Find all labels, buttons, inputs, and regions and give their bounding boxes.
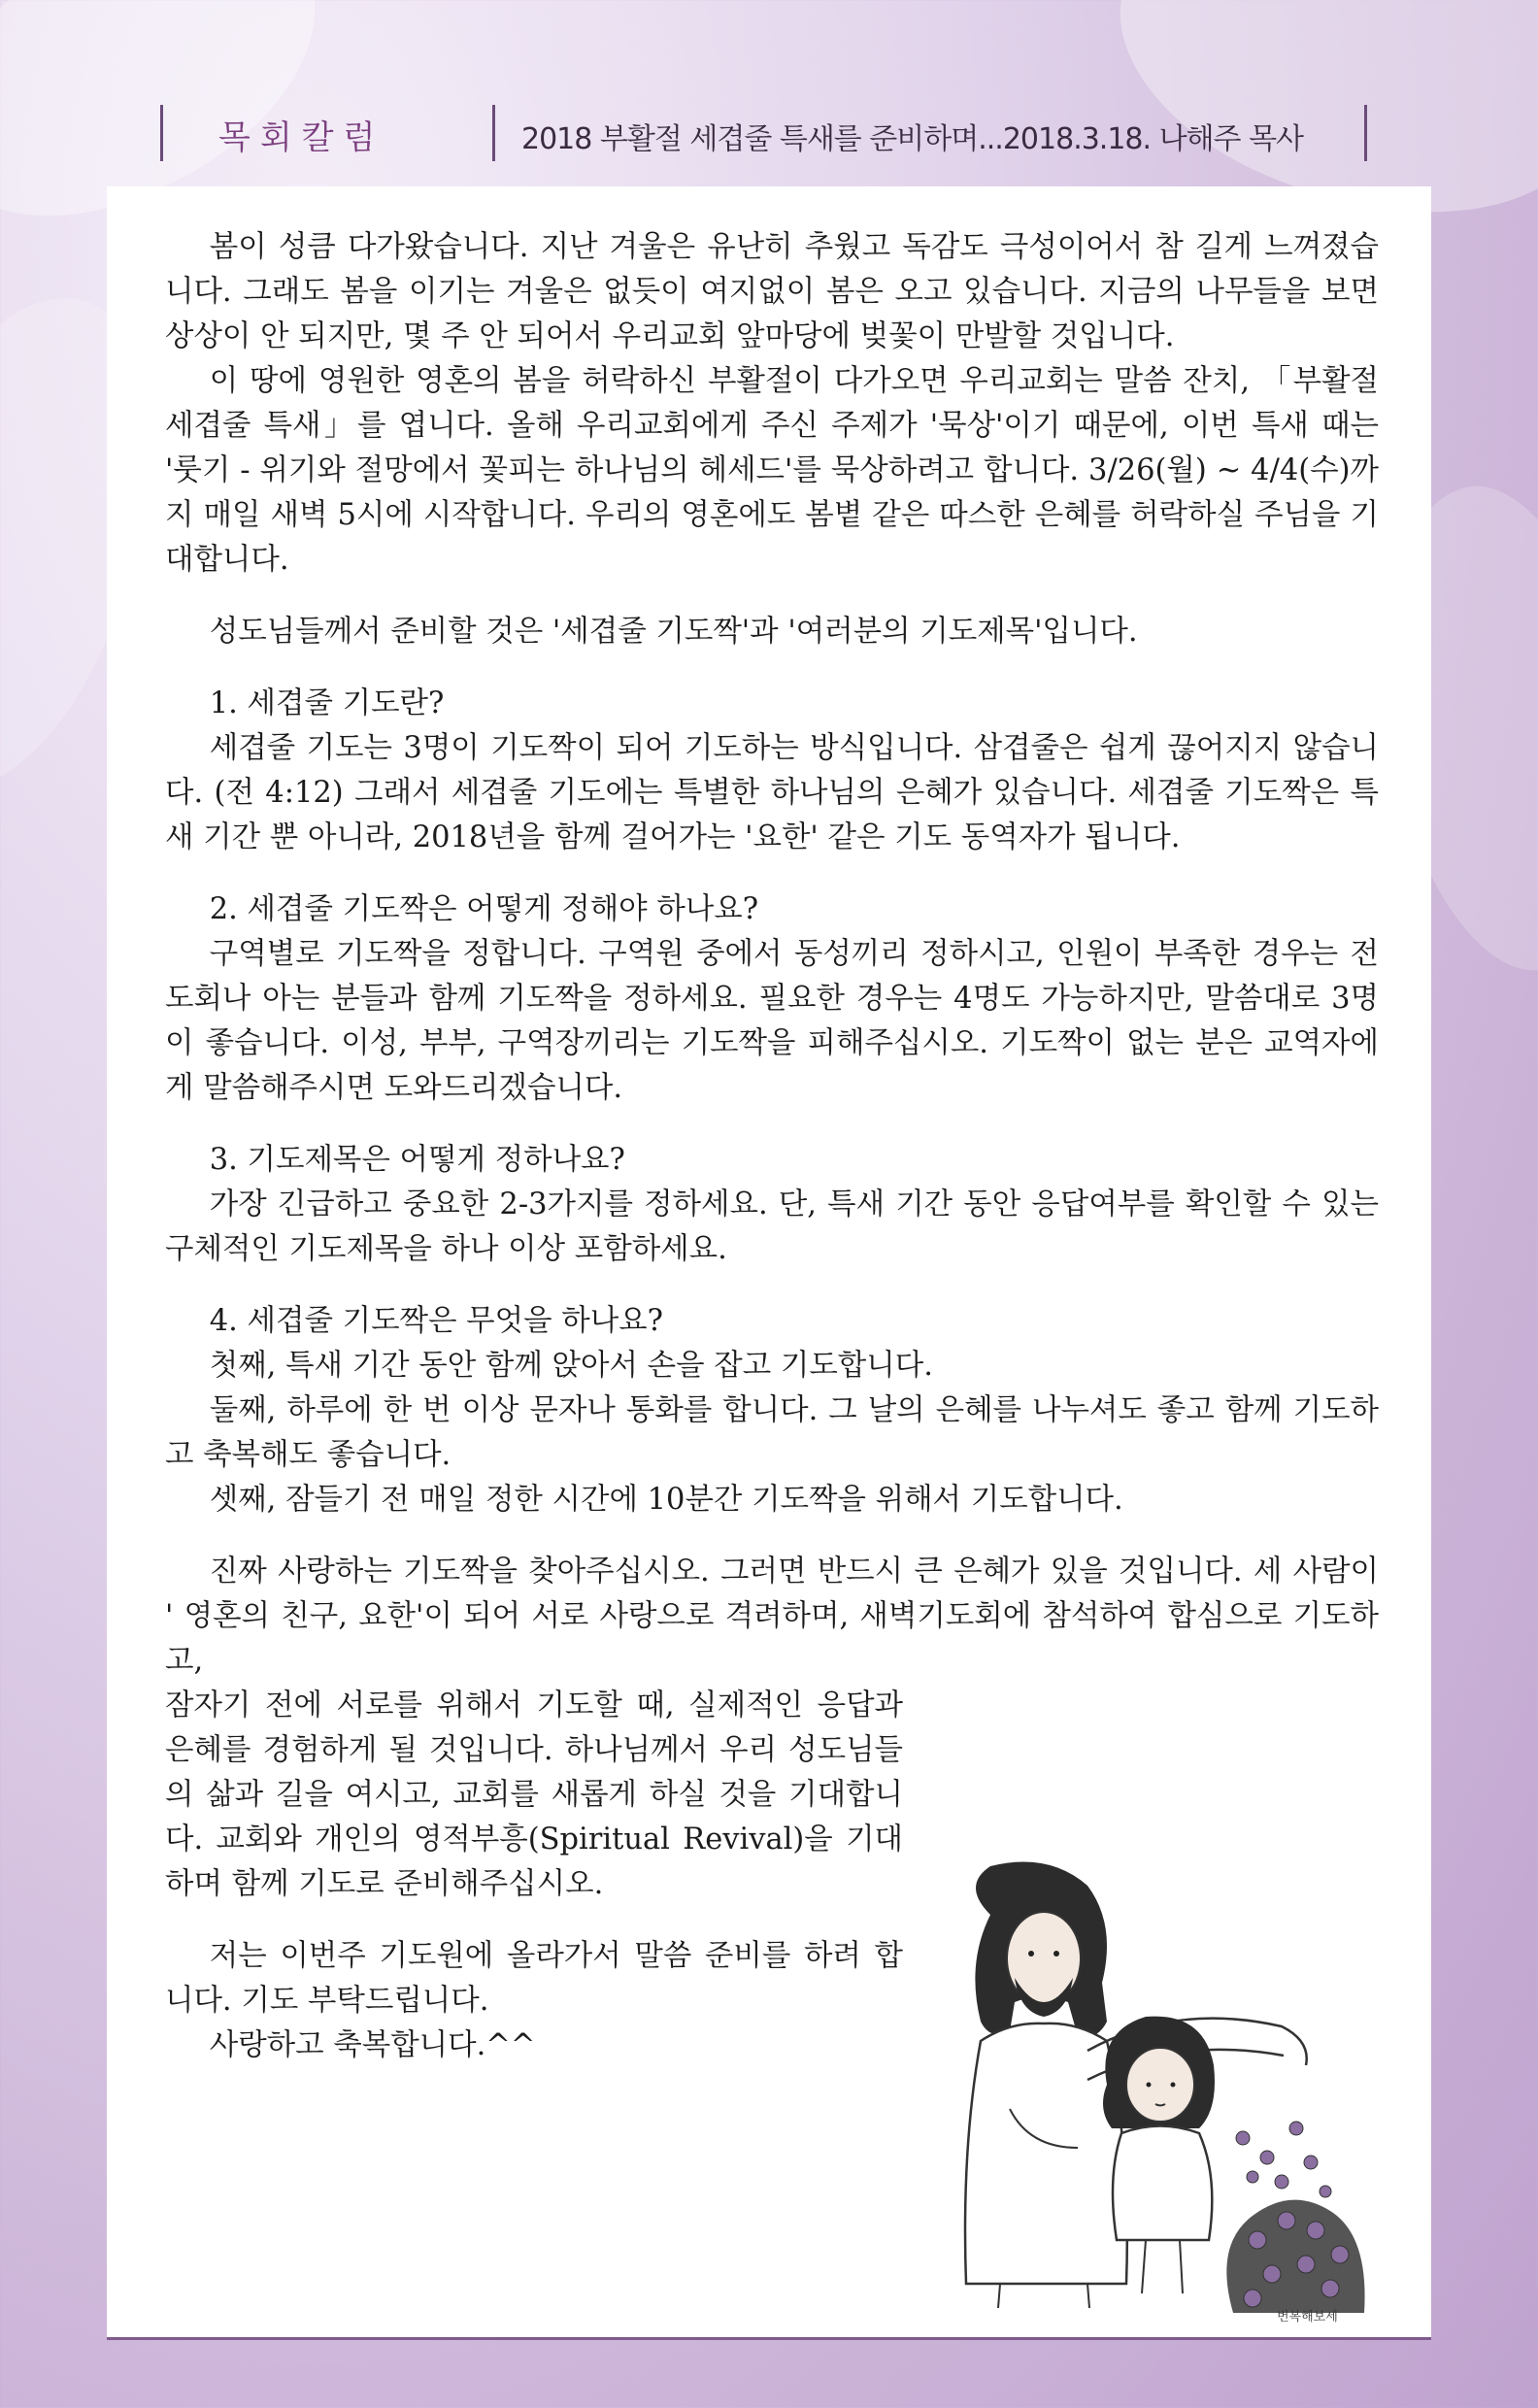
paragraph: 첫째, 특새 기간 동안 함께 앉아서 손을 잡고 기도합니다. bbox=[209, 1349, 933, 1383]
header-divider bbox=[1364, 105, 1367, 161]
paragraph: 잠자기 전에 서로를 위해서 기도할 때, 실제적인 응답과 은혜를 경험하게 될 것입니다. 하나님께서 우리 성도님들의 삶과 길을 여시고, 교회를 새롭게 하실 것을 기대합니다. 교회와 개인의 영적부흥(Spiritual Revival)을 기대하며 함께 기도로 준비해주십시오. bbox=[165, 1689, 903, 1901]
paragraph: 성도님들께서 준비할 것은 '세겹줄 기도짝'과 '여러분의 기도제목'입니다. bbox=[209, 615, 1138, 649]
header-divider bbox=[160, 105, 163, 161]
paragraph: 봄이 성큼 다가왔습니다. 지난 겨울은 유난히 추웠고 독감도 극성이어서 참 길게 느껴졌습니다. 그래도 봄을 이기는 겨울은 없듯이 여지없이 봄은 오고 있습니다. 지금의 나무들을 보면 상상이 안 되지만, 몇 주 안 되어서 우리교회 앞마당에 벚꽃이 만발할 것입니다. bbox=[165, 230, 1379, 353]
jesus-and-child-icon bbox=[922, 1856, 1379, 2323]
question-heading: 3. 기도제목은 어떻게 정하나요? bbox=[209, 1143, 625, 1177]
article-body bbox=[165, 225, 1379, 2068]
paragraph: 구역별로 기도짝을 정합니다. 구역원 중에서 동성끼리 정하시고, 인원이 부족한 경우는 전도회나 아는 분들과 함께 기도짝을 정하세요. 필요한 경우는 4명도 가능하지만, 말씀대로 3명이 좋습니다. 이성, 부부, 구역장끼리는 기도짝을 피해주십시오. 기도짝이 없는 분은 교역자에게 말씀해주시면 도와드리겠습니다. bbox=[165, 937, 1379, 1105]
article-panel bbox=[107, 186, 1431, 2340]
question-heading: 4. 세겹줄 기도짝은 무엇을 하나요? bbox=[209, 1304, 664, 1338]
column-header bbox=[160, 105, 1374, 163]
paragraph: 저는 이번주 기도원에 올라가서 말씀 준비를 하려 합니다. 기도 부탁드립니다. bbox=[165, 1939, 903, 2018]
column-subtitle: 2018 부활절 세겹줄 특새를 준비하며...2018.3.18. 나해주 목사 bbox=[521, 122, 1304, 156]
question-heading: 1. 세겹줄 기도란? bbox=[209, 686, 445, 720]
paragraph: 진짜 사랑하는 기도짝을 찾아주십시오. 그러면 반드시 큰 은혜가 있을 것입니다. 세 사람이 ' 영혼의 친구, 요한'이 되어 서로 사랑으로 격려하며, 새벽기도회에 참석하여 합심으로 기도하고, bbox=[165, 1555, 1379, 1678]
paragraph: 가장 긴급하고 중요한 2-3가지를 정하세요. 단, 특새 기간 동안 응답여부를 확인할 수 있는 구체적인 기도제목을 하나 이상 포함하세요. bbox=[165, 1187, 1379, 1266]
paragraph: 둘째, 하루에 한 번 이상 문자나 통화를 합니다. 그 날의 은혜를 나누셔도 좋고 함께 기도하고 축복해도 좋습니다. bbox=[165, 1393, 1379, 1472]
question-heading: 2. 세겹줄 기도짝은 어떻게 정해야 하나요? bbox=[209, 892, 759, 926]
paragraph: 사랑하고 축복합니다.^^ bbox=[209, 2028, 536, 2062]
paragraph: 셋째, 잠들기 전 매일 정한 시간에 10분간 기도짝을 위해서 기도합니다. bbox=[209, 1483, 1123, 1517]
paragraph: 이 땅에 영원한 영혼의 봄을 허락하신 부활절이 다가오면 우리교회는 말씀 잔치, 「부활절 세겹줄 특새」를 엽니다. 올해 우리교회에게 주신 주제가 '묵상'이기 때문에, 이번 특새 때는 '룻기 - 위기와 절망에서 꽃피는 하나님의 헤세드'를 묵상하려고 합니다. 3/26(월) ~ 4/4(수)까지 매일 새벽 5시에 시작합니다. 우리의 영혼에도 봄볕 같은 따스한 은혜를 허락하실 주님을 기대합니다. bbox=[165, 364, 1379, 577]
header-divider bbox=[492, 105, 495, 161]
paragraph: 세겹줄 기도는 3명이 기도짝이 되어 기도하는 방식입니다. 삼겹줄은 쉽게 끊어지지 않습니다. (전 4:12) 그래서 세겹줄 기도에는 특별한 하나님의 은혜가 있습니다. 세겹줄 기도짝은 특새 기간 뿐 아니라, 2018년을 함께 걸어가는 '요한' 같은 기도 동역자가 됩니다. bbox=[165, 731, 1379, 854]
illustration-signature: 번복해보세 bbox=[1277, 2310, 1338, 2323]
column-title: 목회칼럼 bbox=[218, 118, 385, 157]
wrapped-text-column bbox=[165, 1684, 903, 2068]
